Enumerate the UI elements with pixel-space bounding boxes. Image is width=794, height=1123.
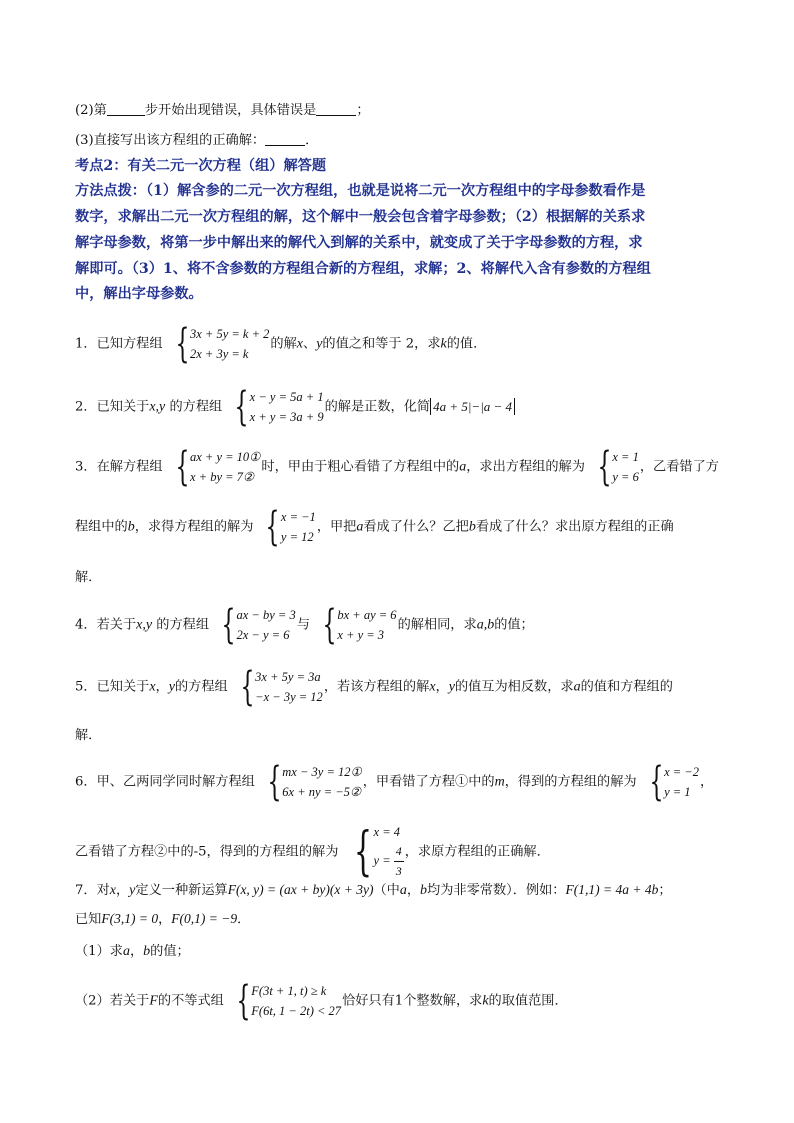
text: 的值互为相反数，求 <box>454 679 574 695</box>
subquestion-3 <box>75 131 318 151</box>
text: ， <box>158 912 172 927</box>
problem-4 <box>75 602 534 648</box>
var: m <box>494 774 505 790</box>
formula: F(x, y) = (ax + by)(x + 3y) <box>227 882 374 897</box>
section-heading: 考点2：有关二元一次方程（组）解答题 <box>75 158 327 174</box>
text: 6．甲、乙两同学同时解方程组 <box>75 774 255 790</box>
text: 步开始出现错误，具体错误是 <box>144 103 317 118</box>
formula: F(1,1) = 4a + 4b <box>565 882 659 897</box>
equation-system: { ax + y = 10① x + by = 7② <box>174 444 261 490</box>
text: ， <box>115 883 130 898</box>
equation: x = −1 <box>280 509 316 524</box>
var: a <box>356 519 364 535</box>
var: x,y <box>149 399 166 415</box>
text: 的解是正数，化简 <box>324 399 431 415</box>
var: x <box>149 679 156 695</box>
method-line-1: 方法点拨：（1）解含参的二元一次方程组，也就是说将二元一次方程组中的字母参数看作是 <box>75 183 646 199</box>
method-line-3: 解字母参数，将第一步中解出来的解代入到解的关系中，就变成了关于字母参数的方程，求 <box>75 235 643 251</box>
equation: x = 1 <box>612 449 639 464</box>
equation: x + y = 3a + 9 <box>249 409 324 424</box>
equation: ax − by = 3 <box>236 607 296 622</box>
text: 看成了什么？乙把 <box>363 519 469 535</box>
var: a <box>122 944 130 959</box>
equation: −x − 3y = 12 <box>255 689 323 704</box>
solution-system: { x = −2 y = 1 <box>649 759 699 805</box>
text: 的方程组 <box>169 399 223 415</box>
text: 4．若关于 <box>75 617 137 633</box>
text: 的值； <box>494 617 534 633</box>
problem-5-line-1 <box>75 664 673 710</box>
solution-system: { x = 1 y = 6 <box>597 444 639 490</box>
equation: bx + ay = 6 <box>337 607 397 622</box>
text: （2）若关于 <box>75 993 150 1009</box>
text: ，求原方程组的正确解． <box>404 844 550 860</box>
text: 时，甲由于粗心看错了方程组中的 <box>261 459 460 475</box>
text: （中 <box>373 883 400 898</box>
equation-system: { 3x + 5y = 3a −x − 3y = 12 <box>240 664 323 710</box>
problem-7-line-2 <box>75 909 250 930</box>
text: ， <box>155 679 169 695</box>
numerator: 4 <box>394 842 404 862</box>
text: ， <box>435 679 449 695</box>
equation: y = 12 <box>280 529 314 544</box>
var: y <box>448 679 455 695</box>
problem-6-line-2 <box>75 823 550 881</box>
answer-blank <box>316 101 356 116</box>
text: 恰好只有1个整数解，求 <box>342 993 483 1009</box>
equation: y = <box>373 853 391 868</box>
equation: 2x + 3y = k <box>189 346 249 361</box>
text: ，求得方程组的解为 <box>134 519 254 535</box>
var: b <box>127 519 135 535</box>
method-line-5: 中，解出字母参数。 <box>75 286 203 302</box>
text: ． <box>237 912 251 927</box>
text: ， <box>129 944 144 959</box>
equation: x + y = 3 <box>337 627 385 642</box>
text: 已知 <box>75 912 102 927</box>
equation-system: { mx − 3y = 12① 6x + ny = −5② <box>267 759 362 805</box>
var: x,y <box>136 617 153 633</box>
text: 3．在解方程组 <box>75 459 163 475</box>
text: 的方程组 <box>174 679 228 695</box>
text: ，甲把 <box>316 519 357 535</box>
problem-7-line-4 <box>75 978 568 1024</box>
solution-system: { x = 4 y = $\frac{4}{3}$ <box>354 822 402 882</box>
text: 的值； <box>150 944 190 959</box>
text: 的值和方程组的 <box>580 679 673 695</box>
equation: 6x + ny = −5② <box>282 784 362 799</box>
var: a <box>399 883 407 898</box>
equation: 3x + 5y = 3a <box>255 669 321 684</box>
text: (2)第 <box>75 103 107 118</box>
answer-blank <box>265 131 305 146</box>
text: ； <box>658 883 672 898</box>
fraction <box>394 842 404 881</box>
problem-7-line-3 <box>75 942 190 962</box>
text: 、 <box>303 336 317 352</box>
text: （1）求 <box>75 944 123 959</box>
abs-expression: 4a + 5|−|a − 4 <box>430 398 515 415</box>
inequality: F(6t, 1 − 2t) < 27 <box>251 1003 342 1018</box>
problem-3-line-1 <box>75 444 719 490</box>
var: y <box>129 883 136 898</box>
text: 乙看错了方程②中的-5，得到的方程组的解为 <box>75 844 339 860</box>
var: b <box>143 944 151 959</box>
text: 均为非零常数）．例如： <box>427 883 566 898</box>
equation-system: { bx + ay = 6 x + y = 3 <box>322 602 397 648</box>
equation-system: { 3x + 5y = k + 2 2x + 3y = k <box>174 321 270 367</box>
text: ． <box>305 133 319 148</box>
var: y <box>316 336 323 352</box>
text: 的值． <box>446 336 487 352</box>
var: F <box>149 993 158 1009</box>
text: ，求出方程组的解为 <box>466 459 585 475</box>
equation: ax + y = 10① <box>189 449 261 464</box>
answer-blank <box>107 101 145 116</box>
problem-3-line-2 <box>75 504 674 550</box>
text: 2．已知关于 <box>75 399 150 415</box>
equation: 2x − y = 6 <box>236 627 290 642</box>
equation: mx − 3y = 12① <box>282 764 362 779</box>
equation-system: { x − y = 5a + 1 x + y = 3a + 9 <box>234 384 324 430</box>
inequality-system: { F(3t + 1, t) ≥ k F(6t, 1 − 2t) < 27 <box>236 978 342 1024</box>
var: a <box>459 459 467 475</box>
equation: x + by = 7② <box>189 469 255 484</box>
problem-7-line-1 <box>75 880 672 901</box>
solution-system: { x = −1 y = 12 <box>265 504 316 550</box>
problem-2 <box>75 384 515 430</box>
var: x <box>109 883 116 898</box>
text: ， <box>699 774 714 790</box>
text: 的解相同，求 <box>397 617 477 633</box>
var: k <box>440 336 447 352</box>
equation: x = 4 <box>373 825 400 839</box>
text: ，得到的方程组的解为 <box>504 774 637 790</box>
problem-5-line-2: 解． <box>75 728 102 743</box>
equation: y = 1 <box>664 784 691 799</box>
text: 的解 <box>270 336 297 352</box>
equation: x − y = 5a + 1 <box>249 389 324 404</box>
var: k <box>482 993 489 1009</box>
var: a,b <box>476 617 495 633</box>
formula: F(3,1) = 0 <box>101 911 159 926</box>
var: y <box>168 679 175 695</box>
equation: 3x + 5y = k + 2 <box>189 326 270 341</box>
text: ，若该方程组的解 <box>323 679 430 695</box>
var: x <box>296 336 304 352</box>
text: 的不等式组 <box>157 993 224 1009</box>
text: 的值之和等于 2，求 <box>322 336 441 352</box>
text: 7．对 <box>75 883 110 898</box>
equation: x = −2 <box>664 764 699 779</box>
var: b <box>468 519 476 535</box>
text: ，甲看错了方程①中的 <box>362 774 495 790</box>
text: ，乙看错了方 <box>639 459 719 475</box>
var: a <box>573 679 581 695</box>
denominator: 3 <box>395 864 402 878</box>
subquestion-2 <box>75 101 370 121</box>
text: 定义一种新运算 <box>135 883 228 898</box>
inequality: F(3t + 1, t) ≥ k <box>251 983 327 998</box>
problem-6-line-1 <box>75 759 714 805</box>
problem-3-line-3: 解． <box>75 570 102 585</box>
text: 的取值范围． <box>488 993 568 1009</box>
var: x <box>429 679 436 695</box>
var: b <box>420 883 428 898</box>
formula: F(0,1) = −9 <box>171 911 238 926</box>
method-line-2: 数字，求解出二元一次方程组的解，这个解中一般会包含着字母参数；（2）根据解的关系求 <box>75 209 646 225</box>
text: ； <box>356 103 370 118</box>
method-line-4: 解即可。（3）1、将不含参数的方程组合新的方程组，求解；2、将解代入含有参数的方程组 <box>75 261 651 277</box>
equation: y = 6 <box>612 469 639 484</box>
equation-system: { ax − by = 3 2x − y = 6 <box>221 602 296 648</box>
text: ， <box>406 883 421 898</box>
text: 的方程组 <box>156 617 210 633</box>
text: 与 <box>296 617 310 633</box>
text: 程组中的 <box>75 519 128 535</box>
problem-1 <box>75 321 487 367</box>
text: (3)直接写出该方程组的正确解： <box>75 133 266 148</box>
text: 5．已知关于 <box>75 679 150 695</box>
text: 看成了什么？求出原方程组的正确 <box>475 519 674 535</box>
text: 1．已知方程组 <box>75 336 163 352</box>
